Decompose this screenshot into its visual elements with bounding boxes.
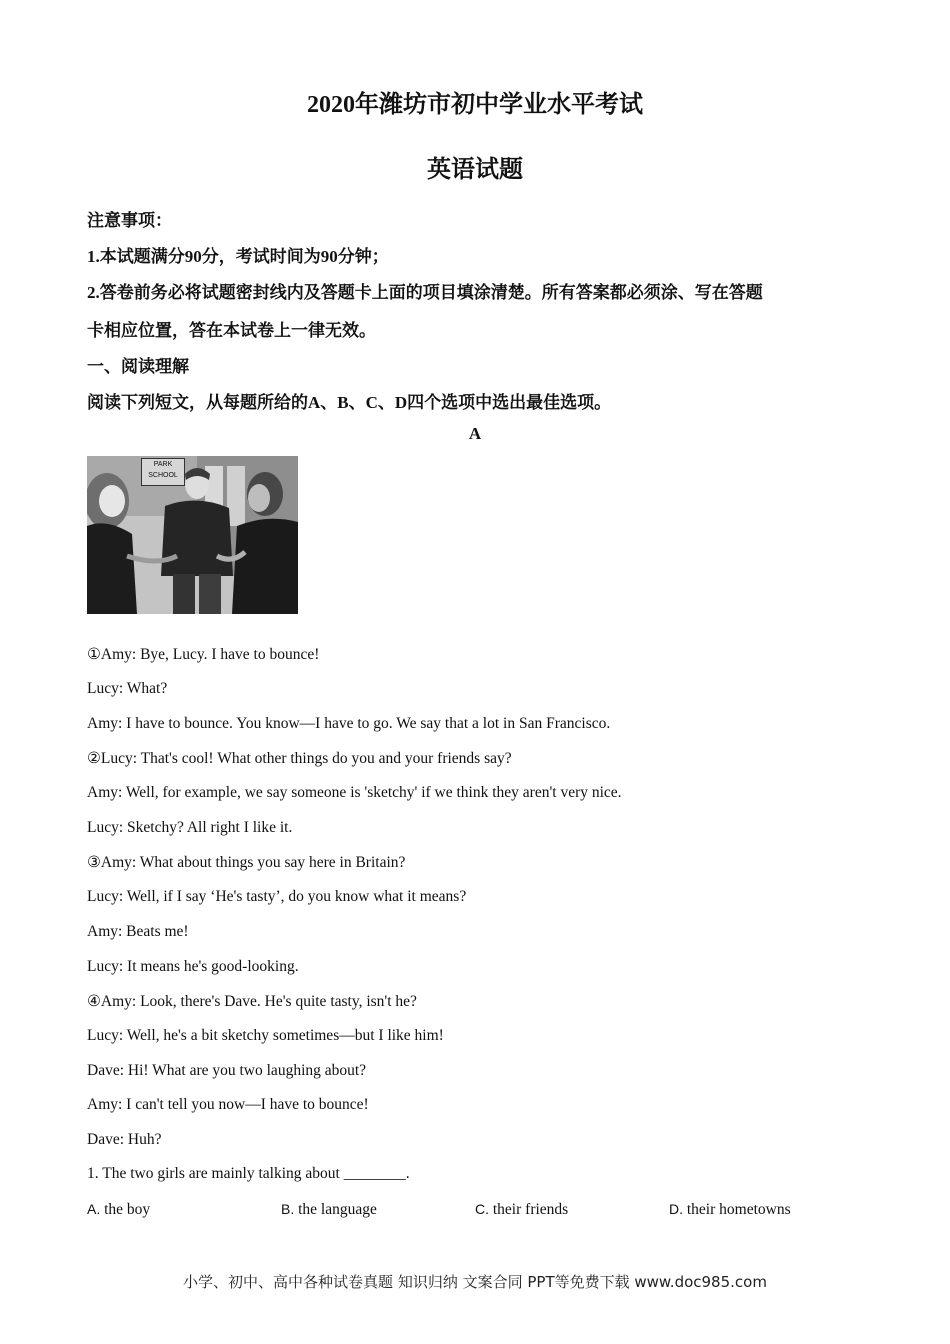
option-b-label: B. <box>281 1201 295 1217</box>
sign-line-2: SCHOOL <box>148 472 178 479</box>
question-1-option-a <box>87 1201 150 1219</box>
passage-label: A <box>468 424 482 443</box>
exam-subtitle: 英语试题 <box>427 157 523 183</box>
option-c-text: their friends <box>489 1201 569 1218</box>
dialogue-line-15: Dave: Huh? <box>87 1131 162 1148</box>
dialogue-line-9: Amy: Beats me! <box>87 923 189 940</box>
dialogue-line-3: Amy: I have to bounce. You know—I have to go. We say that a lot in San Francisco. <box>87 715 611 732</box>
dialogue-line-1: ①Amy: Bye, Lucy. I have to bounce! <box>87 646 320 663</box>
option-a-label: A. <box>87 1201 101 1217</box>
page-footer: 小学、初中、高中各种试卷真题 知识归纳 文案合同 PPT等免费下载 www.doc985.com <box>183 1273 767 1291</box>
dialogue-line-12: Lucy: Well, he's a bit sketchy sometimes—but I like him! <box>87 1027 444 1044</box>
option-c-label: C. <box>475 1201 489 1217</box>
section-instruction: 阅读下列短文，从每题所给的A、B、C、D四个选项中选出最佳选项。 <box>87 393 612 412</box>
dialogue-line-4: ②Lucy: That's cool! What other things do you and your friends say? <box>87 750 512 767</box>
passage-photo <box>87 456 298 614</box>
dialogue-line-7: ③Amy: What about things you say here in Britain? <box>87 854 406 871</box>
dialogue-line-10: Lucy: It means he's good-looking. <box>87 958 299 975</box>
question-1-option-c <box>475 1201 568 1219</box>
dialogue-line-13: Dave: Hi! What are you two laughing about? <box>87 1062 367 1079</box>
dialogue-line-6: Lucy: Sketchy? All right I like it. <box>87 819 293 836</box>
question-1-option-b <box>281 1201 377 1219</box>
option-d-label: D. <box>669 1201 683 1217</box>
exam-title: 2020年潍坊市初中学业水平考试 <box>307 92 643 118</box>
dialogue-line-14: Amy: I can't tell you now—I have to bounce! <box>87 1096 369 1113</box>
notice-item-2-line-2: 卡相应位置，答在本试卷上一律无效。 <box>87 321 376 340</box>
photo-illustration <box>87 456 298 614</box>
section-heading: 一、阅读理解 <box>87 357 189 376</box>
park-school-sign <box>141 458 185 486</box>
question-1-stem: 1. The two girls are mainly talking about ________. <box>87 1165 410 1182</box>
dialogue-line-11: ④Amy: Look, there's Dave. He's quite tasty, isn't he? <box>87 993 417 1010</box>
option-b-text: the language <box>294 1201 377 1218</box>
dialogue-line-2: Lucy: What? <box>87 680 168 697</box>
sign-line-1: PARK <box>153 461 173 468</box>
option-d-text: their hometowns <box>683 1201 791 1218</box>
notice-heading: 注意事项： <box>87 211 172 230</box>
dialogue-line-8: Lucy: Well, if I say ‘He's tasty’, do you know what it means? <box>87 888 467 905</box>
option-a-text: the boy <box>100 1201 151 1218</box>
dialogue-line-5: Amy: Well, for example, we say someone is 'sketchy' if we think they aren't very nice. <box>87 784 622 801</box>
notice-item-2-line-1: 2.答卷前务必将试题密封线内及答题卡上面的项目填涂清楚。所有答案都必须涂、写在答题 <box>87 283 763 302</box>
question-1-option-d <box>669 1201 791 1219</box>
notice-item-1: 1.本试题满分90分，考试时间为90分钟； <box>87 247 389 266</box>
